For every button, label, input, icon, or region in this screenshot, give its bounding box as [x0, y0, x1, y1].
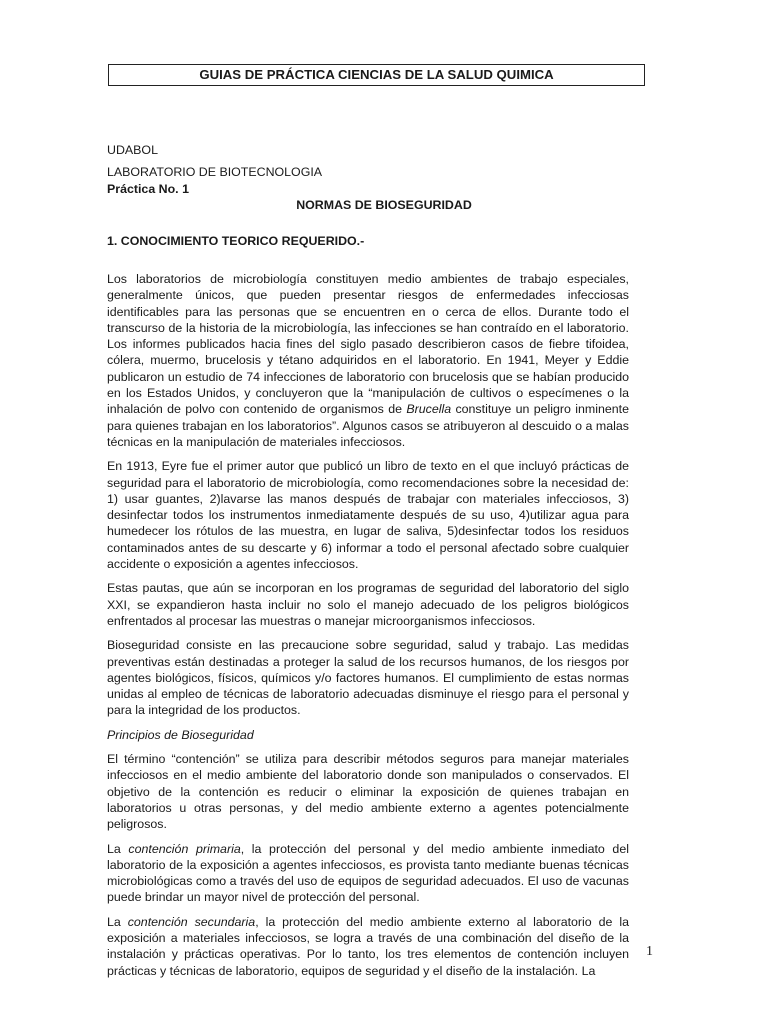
paragraph-7-pre: La: [107, 914, 128, 929]
paragraph-6-post: , la protección del personal y del medio ambiente inmediato del laboratorio de la exposición a agentes infecciosos, es provista tanto mediante buenas técnicas microbiológicas como a través del uso de equipos de seguridad adecuados. El uso de vacunas puede brindar un mayor nivel de protección del personal.: [107, 841, 629, 905]
paragraph-7-post: , la protección del medio ambiente externo al laboratorio de la exposición a materiales infecciosos, se logra a través de una combinación del diseño de la instalación y prácticas operativas. Por lo tanto, los tres elementos de contención incluyen prácticas y técnicas de laboratorio, equipos de seguridad y el diseño de la instalación. La: [107, 914, 629, 978]
paragraph-6-italic: contención primaria: [128, 841, 241, 856]
document-title: GUIAS DE PRÁCTICA CIENCIAS DE LA SALUD QUIMICA: [108, 64, 645, 86]
institution-name: UDABOL: [107, 143, 158, 157]
paragraph-1-italic: Brucella: [406, 402, 452, 417]
subheading-principios: Principios de Bioseguridad: [107, 727, 254, 742]
paragraph-7: [107, 914, 629, 979]
paragraph-7-italic: contención secundaria: [127, 914, 256, 929]
document-body: [107, 271, 629, 987]
topic-heading-text: NORMAS DE BIOSEGURIDAD: [296, 198, 472, 212]
paragraph-6-pre: La: [107, 841, 129, 856]
section-heading: 1. CONOCIMIENTO TEORICO REQUERIDO.-: [107, 234, 365, 248]
paragraph-5: El término “contención” se utiliza para describir métodos seguros para manejar materiales infecciosos en el medio ambiente del laboratorio donde son manipulados o conservados. El objetivo de la contención es reducir o eliminar la exposición de quienes trabajan en laboratorios u otras personas, y del medio ambiente externo a agentes potencialmente peligrosos.: [107, 752, 629, 832]
paragraph-1-part-b: constituye un peligro inminente para quienes trabajan en los laboratorios”. Algunos casos se atribuyeron al descuido o a malas técnicas en la manipulación de materiales infecciosos.: [107, 402, 630, 449]
paragraph-6: [107, 841, 629, 906]
paragraph-1: [107, 271, 629, 450]
topic-heading: [0, 197, 768, 213]
page-number: 1: [646, 944, 653, 959]
paragraph-2: En 1913, Eyre fue el primer autor que publicó un libro de texto en el que incluyó prácticas de seguridad para el laboratorio de microbiología, como recomendaciones sobre la necesidad de: 1) usar guantes, 2)lavarse las manos después de trabajar con materiales infecciosos, 3) desinfectar todos los instrumentos inmediatamente después de su uso, 4)utilizar agua para humedecer los rótulos de las muestra, en lugar de saliva, 5)desinfectar todos los residuos contaminados antes de su descarte y 6) informar a todo el personal afectado sobre cualquier accidente o exposición a agentes infecciosos.: [107, 459, 629, 572]
paragraph-4: Bioseguridad consiste en las precaucione sobre seguridad, salud y trabajo. Las medidas preventivas están destinadas a proteger la salud de los recursos humanos, de los riesgos por agentes biológicos, físicos, químicos y/o factores humanos. El cumplimiento de estas normas unidas al empleo de técnicas de laboratorio adecuadas disminuye el riesgo para el personal y para la integridad de los productos.: [107, 638, 629, 718]
laboratory-name: LABORATORIO DE BIOTECNOLOGIA: [107, 165, 323, 179]
paragraph-1-part-a: Los laboratorios de microbiología constituyen medio ambientes de trabajo especiales, generalmente únicos, que pueden presentar riesgos de enfermedades infecciosas identificables para las personas que se encuentren en o cerca de ellos. Durante todo el transcurso de la historia de la microbiología, las infecciones se han contraído en el laboratorio. Los informes publicados hacia fines del siglo pasado describieron casos de fiebre tifoidea, cólera, muermo, brucelosis y tétano adquiridos en el laboratorio. En 1941, Meyer y Eddie publicaron un estudio de 74 infecciones de laboratorio con brucelosis que se habían producido en los Estados Unidos, y concluyeron que la “manipulación de cultivos o especímenes o la inhalación de polvo con contenido de organismos de: [107, 272, 629, 417]
paragraph-3: Estas pautas, que aún se incorporan en los programas de seguridad del laboratorio del siglo XXI, se expandieron hasta incluir no solo el manejo adecuado de los peligros biológicos enfrentados al procesar las muestras o manejar microorganismos infecciosos.: [107, 581, 629, 628]
practice-number: Práctica No. 1: [107, 182, 189, 196]
